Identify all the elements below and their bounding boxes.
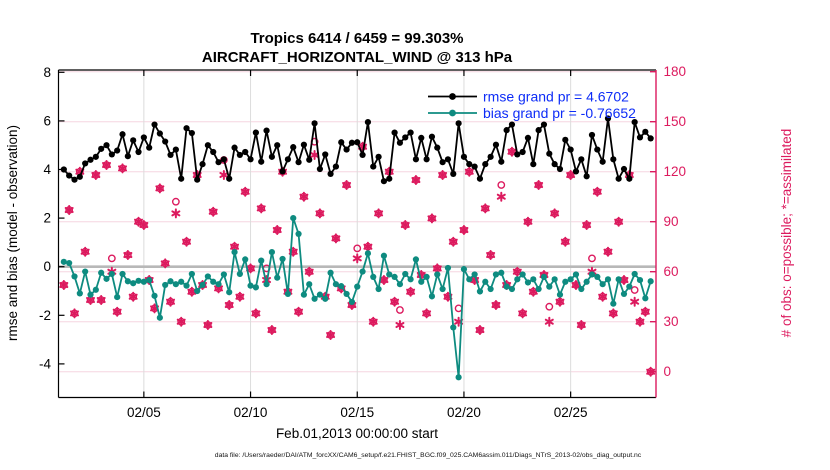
rmse-point bbox=[253, 129, 259, 135]
bias-point bbox=[648, 278, 654, 284]
rmse-point bbox=[504, 127, 510, 133]
rmse-point bbox=[402, 134, 408, 140]
rmse-point bbox=[530, 161, 536, 167]
bias-point bbox=[119, 271, 125, 277]
rmse-point bbox=[600, 159, 606, 165]
rmse-point bbox=[461, 154, 467, 160]
obs-assimilated-asterisk-icon bbox=[631, 298, 638, 306]
bias-point bbox=[130, 280, 136, 286]
bias-point bbox=[536, 286, 542, 292]
rmse-point bbox=[365, 119, 371, 125]
y-axis-label-right: # of obs: o=possible; *=assimilated bbox=[779, 128, 794, 338]
rmse-point bbox=[274, 142, 280, 148]
legend-rmse-marker-icon bbox=[449, 93, 456, 100]
rmse-point bbox=[391, 129, 397, 135]
bias-point bbox=[365, 250, 371, 256]
bias-point bbox=[530, 276, 536, 282]
bias-point bbox=[146, 277, 152, 283]
rmse-point bbox=[317, 166, 323, 172]
bias-point bbox=[247, 283, 253, 289]
bias-point bbox=[141, 279, 147, 285]
rmse-point bbox=[205, 142, 211, 148]
bias-point bbox=[215, 281, 221, 287]
y-right-tick-label: 180 bbox=[663, 64, 687, 80]
bias-point bbox=[279, 256, 285, 262]
rmse-point bbox=[429, 134, 435, 140]
bias-point bbox=[173, 281, 179, 287]
rmse-point bbox=[514, 151, 520, 157]
rmse-point bbox=[306, 157, 312, 163]
rmse-point bbox=[167, 152, 173, 158]
rmse-point bbox=[610, 156, 616, 162]
rmse-point bbox=[71, 177, 77, 183]
bias-point bbox=[178, 279, 184, 285]
bias-point bbox=[424, 274, 430, 280]
bias-point bbox=[514, 276, 520, 282]
bias-point bbox=[301, 292, 307, 298]
bias-point bbox=[375, 286, 381, 292]
bias-point bbox=[306, 281, 312, 287]
bias-point bbox=[407, 276, 413, 282]
rmse-point bbox=[322, 151, 328, 157]
obs-assimilated-asterisk-icon bbox=[498, 193, 505, 201]
rmse-point bbox=[327, 171, 333, 177]
bias-point bbox=[621, 291, 627, 297]
bias-point bbox=[317, 292, 323, 298]
legend bbox=[428, 89, 636, 122]
rmse-point bbox=[157, 130, 163, 136]
rmse-point bbox=[445, 156, 451, 162]
bias-point bbox=[504, 284, 510, 290]
bias-point bbox=[354, 284, 360, 290]
bias-point bbox=[637, 277, 643, 283]
bias-point bbox=[343, 291, 349, 297]
rmse-point bbox=[626, 176, 632, 182]
rmse-point bbox=[125, 153, 131, 159]
rmse-point bbox=[146, 145, 152, 151]
y-left-tick-label: 2 bbox=[43, 210, 51, 226]
rmse-point bbox=[381, 178, 387, 184]
bias-point bbox=[434, 271, 440, 277]
rmse-point bbox=[482, 161, 488, 167]
rmse-point bbox=[119, 131, 125, 137]
rmse-point bbox=[247, 156, 253, 162]
rmse-point bbox=[424, 156, 430, 162]
bias-point bbox=[210, 279, 216, 285]
bias-point bbox=[397, 281, 403, 287]
bias-point bbox=[461, 266, 467, 272]
bias-point bbox=[509, 286, 515, 292]
rmse-point bbox=[552, 161, 558, 167]
bias-point bbox=[237, 271, 243, 277]
x-tick-label: 02/15 bbox=[340, 405, 375, 420]
rmse-point bbox=[359, 152, 365, 158]
bias-point bbox=[258, 258, 264, 264]
rmse-point bbox=[141, 134, 147, 140]
rmse-point bbox=[541, 121, 547, 127]
bias-point bbox=[456, 374, 462, 380]
rmse-point bbox=[151, 121, 157, 127]
rmse-point bbox=[477, 176, 483, 182]
rmse-point bbox=[573, 168, 579, 174]
bias-point bbox=[616, 276, 622, 282]
rmse-point bbox=[397, 140, 403, 146]
bias-point bbox=[370, 274, 376, 280]
bias-point bbox=[125, 278, 131, 284]
obs-possible-circle-icon bbox=[589, 255, 595, 261]
rmse-point bbox=[183, 125, 189, 131]
bias-point bbox=[594, 274, 600, 280]
rmse-point bbox=[162, 138, 168, 144]
rmse-point bbox=[93, 154, 99, 160]
rmse-point bbox=[546, 151, 552, 157]
bias-point bbox=[557, 292, 563, 298]
rmse-point bbox=[311, 120, 317, 126]
bias-point bbox=[167, 278, 173, 284]
x-tick-label: 02/05 bbox=[126, 405, 161, 420]
bias-point bbox=[285, 291, 291, 297]
x-tick-label: 02/10 bbox=[233, 405, 268, 420]
rmse-point bbox=[589, 132, 595, 138]
bias-point bbox=[290, 215, 296, 221]
bias-point bbox=[578, 286, 584, 292]
y-axis-label-left: rmse and bias (model - observation) bbox=[5, 124, 20, 342]
rmse-point bbox=[525, 135, 531, 141]
rmse-point bbox=[189, 130, 195, 136]
obs-assimilated-asterisk-icon bbox=[396, 321, 403, 329]
legend-bias-marker-icon bbox=[449, 110, 456, 117]
bias-point bbox=[162, 282, 168, 288]
rmse-point bbox=[386, 176, 392, 182]
bias-point bbox=[82, 268, 88, 274]
bias-point bbox=[61, 259, 67, 265]
x-tick-label: 02/20 bbox=[447, 405, 481, 420]
rmse-point bbox=[173, 146, 179, 152]
bias-point bbox=[477, 288, 483, 294]
y-right-tick-label: 60 bbox=[663, 264, 679, 280]
rmse-point bbox=[536, 127, 542, 133]
chart-title-line2: AIRCRAFT_HORIZONTAL_WIND @ 313 hPa bbox=[201, 49, 513, 66]
rmse-point bbox=[338, 139, 344, 145]
bias-point bbox=[562, 279, 568, 285]
chart-title-line1: Tropics 6414 / 6459 = 99.303% bbox=[250, 30, 464, 47]
bias-point bbox=[445, 265, 451, 271]
y-left-tick-label: -2 bbox=[38, 307, 51, 323]
bias-point bbox=[71, 273, 77, 279]
rmse-point bbox=[450, 171, 456, 177]
rmse-point bbox=[258, 159, 264, 165]
bias-point bbox=[413, 256, 419, 262]
rmse-point bbox=[557, 166, 563, 172]
rmse-point bbox=[616, 176, 622, 182]
legend-bias-label: bias grand pr = -0.76652 bbox=[483, 105, 636, 121]
y-left-tick-label: -4 bbox=[38, 356, 51, 372]
bias-point bbox=[552, 276, 558, 282]
rmse-point bbox=[109, 151, 115, 157]
rmse-point bbox=[498, 159, 504, 165]
rmse-point bbox=[509, 121, 515, 127]
rmse-point bbox=[66, 172, 72, 178]
y-right-tick-label: 120 bbox=[663, 164, 687, 180]
rmse-point bbox=[343, 146, 349, 152]
bias-point bbox=[333, 281, 339, 287]
rmse-point bbox=[562, 137, 568, 143]
bias-point bbox=[263, 281, 269, 287]
rmse-point bbox=[290, 144, 296, 150]
bias-point bbox=[386, 271, 392, 277]
bias-point bbox=[520, 271, 526, 277]
bias-point bbox=[66, 260, 72, 266]
rmse-point bbox=[418, 135, 424, 141]
bias-point bbox=[349, 299, 355, 305]
bias-point bbox=[338, 283, 344, 289]
rmse-point bbox=[594, 146, 600, 152]
bias-point bbox=[525, 279, 531, 285]
bias-point bbox=[274, 275, 280, 281]
bias-point bbox=[322, 296, 328, 302]
rmse-point bbox=[103, 142, 109, 148]
rmse-point bbox=[231, 145, 237, 151]
bias-point bbox=[466, 276, 472, 282]
y-left-tick-label: 8 bbox=[43, 64, 51, 80]
bias-point bbox=[194, 288, 200, 294]
y-right-tick-label: 150 bbox=[663, 114, 687, 130]
bias-point bbox=[498, 270, 504, 276]
bias-point bbox=[135, 278, 141, 284]
bias-point bbox=[359, 268, 365, 274]
bias-point bbox=[472, 271, 478, 277]
bias-point bbox=[482, 279, 488, 285]
rmse-point bbox=[295, 159, 301, 165]
bias-point bbox=[226, 289, 232, 295]
obs-possible-circle-icon bbox=[109, 255, 115, 261]
data-file-path: data file: /Users/raeder/DAI/ATM_forcXX/CAM6_setup/f.e21.FHIST_BGC.f09_025.CAM6assim.011/Diags_NTrS_2013-02/obs_diag_output.nc bbox=[214, 452, 642, 459]
rmse-point bbox=[269, 154, 275, 160]
obs-possible-circle-icon bbox=[546, 303, 552, 309]
bias-point bbox=[114, 294, 120, 300]
bias-point bbox=[493, 271, 499, 277]
rmse-point bbox=[637, 134, 643, 140]
legend-rmse-label: rmse grand pr = 4.6702 bbox=[483, 88, 629, 105]
bias-point bbox=[573, 271, 579, 277]
bias-point bbox=[402, 271, 408, 277]
rmse-point bbox=[263, 128, 269, 134]
rmse-point bbox=[578, 156, 584, 162]
bias-point bbox=[205, 273, 211, 279]
bias-point bbox=[87, 292, 93, 298]
bias-point bbox=[600, 281, 606, 287]
obs-assimilated-asterisk-icon bbox=[172, 209, 179, 217]
rmse-point bbox=[199, 161, 205, 167]
rmse-point bbox=[87, 157, 93, 163]
rmse-point bbox=[413, 156, 419, 162]
rmse-point bbox=[648, 135, 654, 141]
rmse-point bbox=[301, 142, 307, 148]
y-left-tick-label: 6 bbox=[43, 113, 51, 129]
rmse-point bbox=[488, 154, 494, 160]
y-left-tick-label: 0 bbox=[43, 259, 51, 275]
obs-possible-circle-icon bbox=[455, 305, 461, 311]
rmse-point bbox=[98, 146, 104, 152]
bias-point bbox=[93, 287, 99, 293]
y-right-tick-label: 30 bbox=[663, 314, 679, 330]
bias-point bbox=[199, 282, 205, 288]
bias-point bbox=[381, 253, 387, 259]
rmse-point bbox=[178, 176, 184, 182]
bias-point bbox=[295, 231, 301, 237]
obs-possible-circle-icon bbox=[397, 307, 403, 313]
bias-point bbox=[429, 293, 435, 299]
rmse-point bbox=[237, 152, 243, 158]
rmse-point bbox=[215, 159, 221, 165]
rmse-point bbox=[472, 163, 478, 169]
rmse-point bbox=[226, 176, 232, 182]
bias-point bbox=[109, 271, 115, 277]
bias-point bbox=[157, 315, 163, 321]
rmse-point bbox=[456, 120, 462, 126]
rmse-point bbox=[493, 142, 499, 148]
rmse-point bbox=[642, 129, 648, 135]
bias-point bbox=[253, 284, 259, 290]
bias-point bbox=[440, 286, 446, 292]
rmse-point bbox=[584, 173, 590, 179]
bias-point bbox=[584, 279, 590, 285]
bias-point bbox=[541, 274, 547, 280]
rmse-point bbox=[407, 129, 413, 135]
rmse-point bbox=[130, 137, 136, 143]
rmse-point bbox=[82, 160, 88, 166]
rmse-point bbox=[285, 156, 291, 162]
bias-point bbox=[98, 270, 104, 276]
bias-point bbox=[589, 271, 595, 277]
bias-point bbox=[311, 296, 317, 302]
bias-point bbox=[488, 286, 494, 292]
obs-possible-circle-icon bbox=[173, 198, 179, 204]
bias-point bbox=[327, 270, 333, 276]
bias-point bbox=[605, 276, 611, 282]
rmse-point bbox=[621, 166, 627, 172]
bias-point bbox=[151, 293, 157, 299]
bias-point bbox=[242, 256, 248, 262]
y-right-tick-label: 90 bbox=[663, 214, 679, 230]
bias-point bbox=[269, 249, 275, 255]
rmse-point bbox=[520, 149, 526, 155]
y-right-tick-label: 0 bbox=[663, 364, 672, 380]
rmse-point bbox=[333, 163, 339, 169]
bias-point bbox=[103, 276, 109, 282]
bias-point bbox=[77, 290, 83, 296]
rmse-point bbox=[135, 149, 141, 155]
rmse-point bbox=[279, 168, 285, 174]
rmse-point bbox=[77, 174, 83, 180]
bias-point bbox=[189, 271, 195, 277]
y-left-tick-label: 4 bbox=[43, 162, 51, 177]
obs-assimilated-asterisk-icon bbox=[354, 254, 361, 262]
rmse-point bbox=[210, 149, 216, 155]
x-axis-label: Feb.01,2013 00:00:00 start bbox=[275, 426, 439, 441]
rmse-point bbox=[349, 140, 355, 146]
rmse-point bbox=[440, 159, 446, 165]
rmse-point bbox=[434, 145, 440, 151]
rmse-point bbox=[221, 156, 227, 162]
bias-point bbox=[610, 301, 616, 307]
bias-point bbox=[418, 279, 424, 285]
bias-point bbox=[626, 284, 632, 290]
obs-assimilated-asterisk-icon bbox=[311, 151, 318, 159]
bias-point bbox=[632, 271, 638, 277]
obs-possible-circle-icon bbox=[631, 287, 637, 293]
rmse-point bbox=[370, 163, 376, 169]
rmse-point bbox=[375, 154, 381, 160]
bias-point bbox=[450, 324, 456, 330]
bias-point bbox=[391, 274, 397, 280]
obs-possible-circle-icon bbox=[498, 182, 504, 188]
bias-point bbox=[568, 276, 574, 282]
bias-point bbox=[642, 295, 648, 301]
rmse-point bbox=[242, 149, 248, 155]
rmse-point bbox=[466, 161, 472, 167]
rmse-point bbox=[194, 177, 200, 183]
x-tick-label: 02/25 bbox=[553, 405, 588, 420]
rmse-point bbox=[568, 146, 574, 152]
rmse-point bbox=[114, 147, 120, 153]
bias-point bbox=[183, 283, 189, 289]
bias-point bbox=[221, 271, 227, 277]
bias-point bbox=[231, 249, 237, 255]
bias-point bbox=[546, 284, 552, 290]
rmse-point bbox=[354, 139, 360, 145]
